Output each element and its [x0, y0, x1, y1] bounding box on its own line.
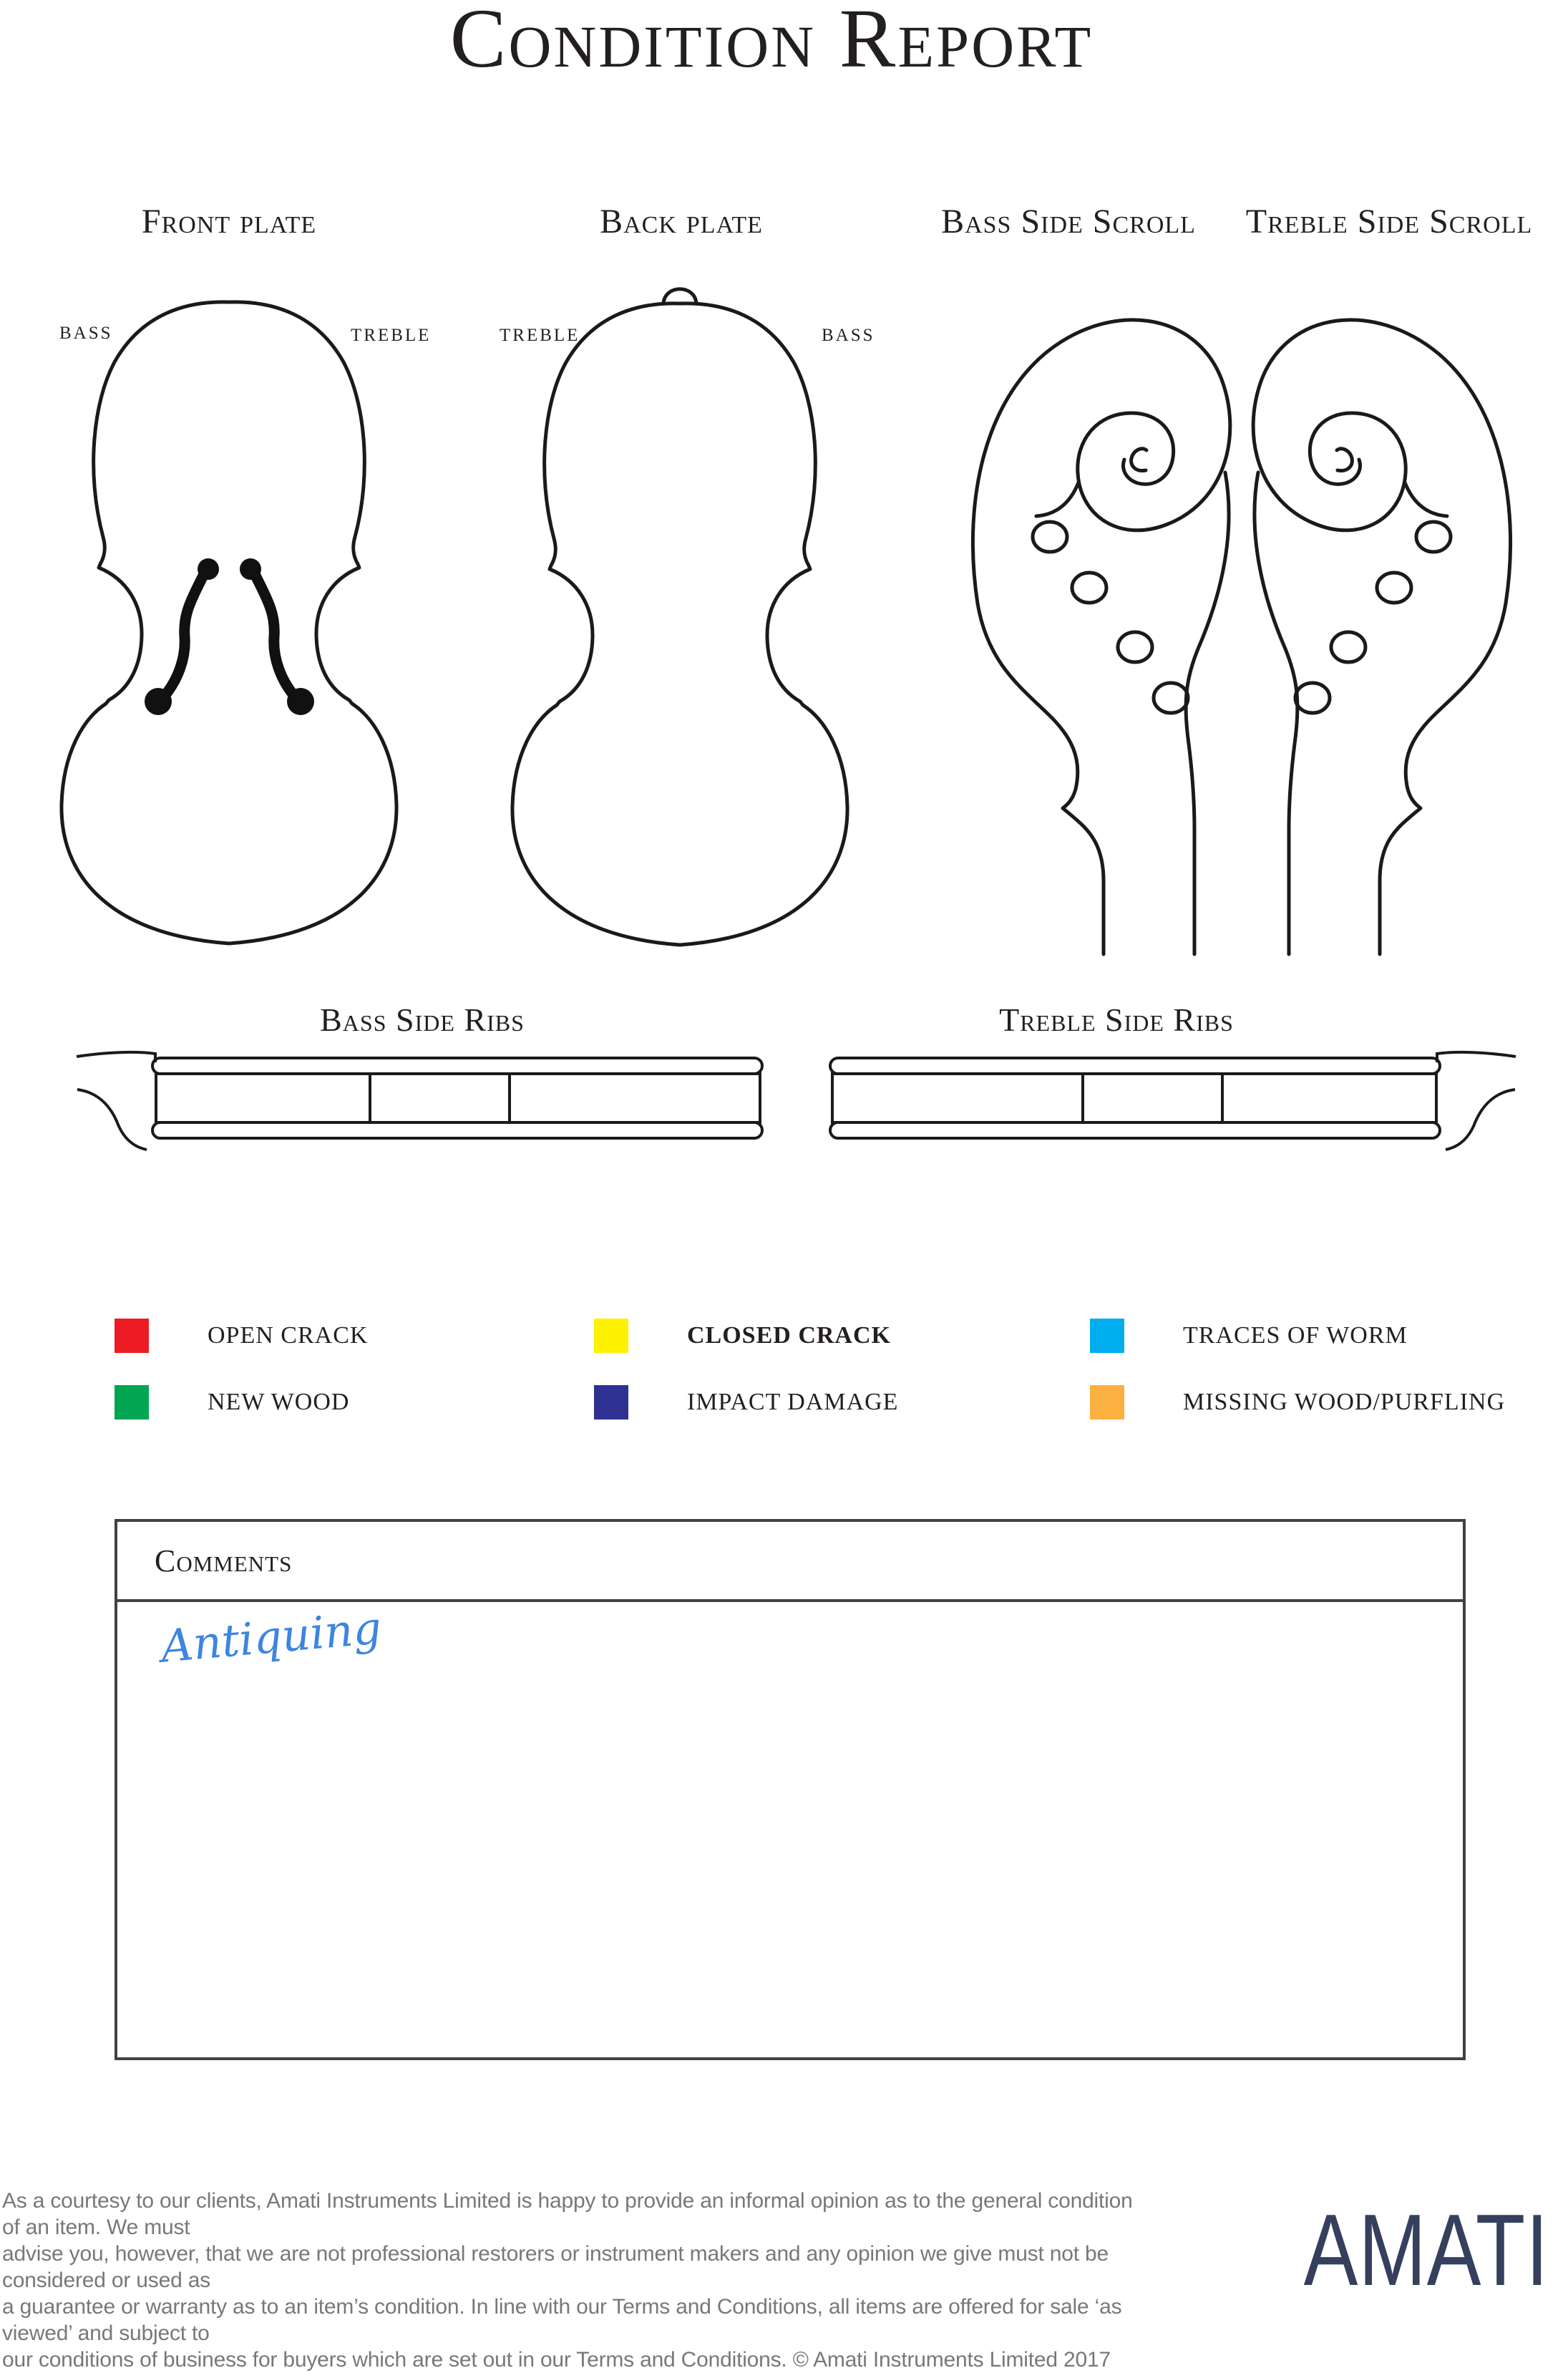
footer-line: advise you, however, that we are not professional restorers or instrument makers and any opinion we give must not be considered or used as [2, 2242, 1109, 2292]
legend-label: IMPACT DAMAGE [687, 1389, 899, 1415]
back-plate-button [663, 289, 696, 304]
ribs-outline-mirrored [830, 1052, 1516, 1150]
footer-line: As a courtesy to our clients, Amati Instruments Limited is happy to provide an informal opinion as to the general condition of an item. We must [2, 2189, 1133, 2239]
treble-scroll-diagram [1240, 285, 1526, 954]
comments-title: Comments [155, 1543, 293, 1578]
legend-label: TRACES OF WORM [1183, 1322, 1408, 1349]
legend-label: NEW WOOD [208, 1389, 350, 1415]
back-plate-diagram [492, 281, 868, 953]
front-plate-diagram [42, 295, 417, 953]
footer-disclaimer [2, 2188, 1154, 2373]
peg-hole [1377, 573, 1411, 603]
ribs-outline [77, 1052, 762, 1150]
treble-scroll-label: Treble Side Scroll [1245, 203, 1533, 241]
bass-scroll-diagram [958, 285, 1244, 954]
impact-damage-swatch [594, 1385, 628, 1420]
front-plate-bass-side-label: BASS [59, 324, 113, 343]
comments-header [117, 1522, 1463, 1602]
bass-ribs-diagram [75, 1037, 769, 1158]
new-wood-swatch [115, 1385, 149, 1420]
traces-of-worm-swatch [1090, 1319, 1124, 1353]
footer-line: a guarantee or warranty as to an item’s condition. In line with our Terms and Conditions, all items are offered for sale ‘as viewed’ and subject to [2, 2295, 1122, 2345]
bass-scroll-label: Bass Side Scroll [941, 203, 1196, 241]
legend-label: CLOSED CRACK [687, 1322, 891, 1349]
front-plate-treble-side-label: TREBLE [351, 326, 432, 345]
peg-hole [1033, 522, 1067, 552]
peg-hole [1331, 632, 1365, 662]
missing-wood-swatch [1090, 1385, 1124, 1420]
comments-handwritten-entry: Antiquing [159, 1601, 384, 1673]
front-plate-outline [62, 302, 396, 943]
legend-item-impact-damage [594, 1385, 898, 1420]
back-plate-label: Back plate [600, 203, 763, 241]
bass-f-hole [145, 558, 219, 715]
legend-item-closed-crack [594, 1319, 891, 1353]
legend-label: OPEN CRACK [208, 1322, 369, 1349]
scroll-outline [973, 320, 1229, 954]
peg-hole [1072, 573, 1106, 603]
closed-crack-swatch [594, 1319, 628, 1353]
back-plate-treble-side-label: TREBLE [500, 326, 580, 345]
open-crack-swatch [115, 1319, 149, 1353]
front-plate-label: Front plate [141, 203, 317, 241]
comments-box [115, 1519, 1466, 2060]
amati-logo: AMATI [1303, 2193, 1549, 2307]
footer-line: our conditions of business for buyers which are set out in our Terms and Conditions. © Amati Instruments Limited 2017 [2, 2348, 1111, 2372]
treble-ribs-diagram [823, 1037, 1517, 1158]
scroll-outline-mirrored [1253, 320, 1510, 954]
bass-ribs-label: Bass Side Ribs [320, 1001, 525, 1038]
peg-hole [1416, 522, 1451, 552]
legend-item-traces-of-worm [1090, 1319, 1408, 1353]
treble-ribs-label: Treble Side Ribs [999, 1001, 1234, 1038]
peg-hole [1295, 683, 1330, 713]
back-plate-bass-side-label: BASS [822, 326, 875, 345]
peg-hole [1118, 632, 1152, 662]
back-plate-outline [512, 304, 847, 945]
legend-item-new-wood [115, 1385, 349, 1420]
legend-label: MISSING WOOD/PURFLING [1183, 1389, 1506, 1415]
page-title: Condition Report [449, 0, 1094, 85]
treble-f-hole [240, 558, 314, 715]
legend-item-open-crack [115, 1319, 368, 1353]
peg-hole [1154, 683, 1188, 713]
legend-item-missing-wood [1090, 1385, 1505, 1420]
